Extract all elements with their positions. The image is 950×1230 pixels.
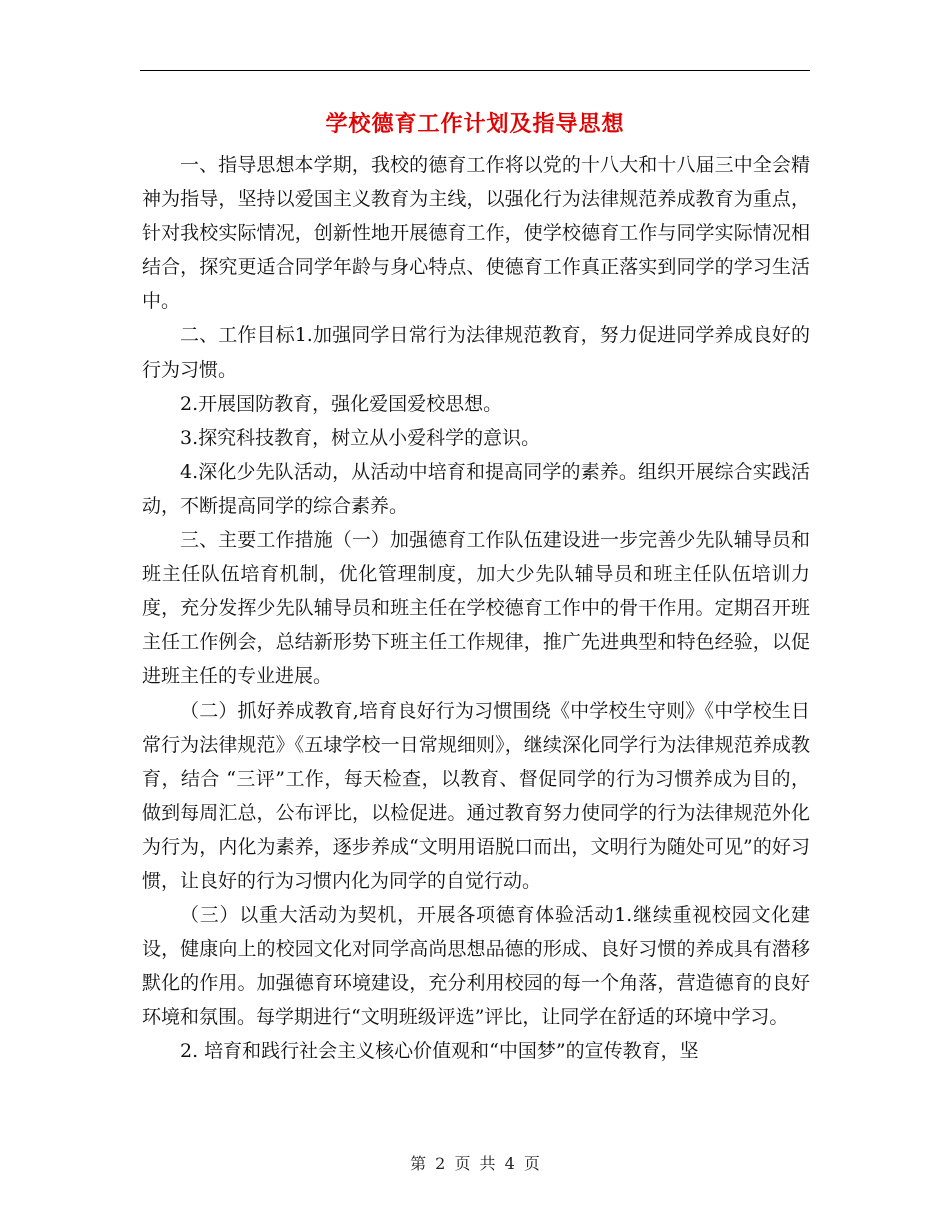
paragraph-guiding-thought: 一、指导思想本学期，我校的德育工作将以党的十八大和十八届三中全会精神为指导，坚持以爱国主义教育为主线，以强化行为法律规范养成教育为重点，针对我校实际情况，创新性地开展德育工作，使学校德育工作与同学实际情况相结合，探究更适合同学年龄与身心特点、使德育工作真正落实到同学的学习生活中。 [142, 154, 810, 313]
header-rule [140, 70, 810, 71]
paragraph-measures-3: （三）以重大活动为契机，开展各项德育体验活动1.继续重视校园文化建设，健康向上的校园文化对同学高尚思想品德的形成、良好习惯的养成具有潜移默化的作用。加强德育环境建设，充分利用校园的每一个角落，营造德育的良好环境和氛围。每学期进行“文明班级评选”评比，让同学在舒适的环境中学习。 [142, 904, 810, 1029]
page-number-footer: 第 2 页 共 4 页 [410, 1154, 540, 1173]
paragraph-measures-2: （二）抓好养成教育,培育良好行为习惯围绕《中学校生守则》《中学校生日常行为法律规范》《五埭学校一日常规细则》，继续深化同学行为法律规范养成教育，结合 “三评”工作，每天检查，以教育、督促同学的行为习惯养成为目的，做到每周汇总，公布评比，以检促进。通过教育努力使同学的行为法律规范外化为行为，内化为素养，逐步养成“文明用语脱口而出，文明行为随处可见”的好习惯，让良好的行为习惯内化为同学的自觉行动。 [142, 699, 810, 892]
paragraph-goal-3: 3.探究科技教育，树立从小爱科学的意识。 [180, 426, 541, 449]
document-body [142, 148, 810, 1069]
paragraph-measures-1: 三、主要工作措施（一）加强德育工作队伍建设进一步完善少先队辅导员和班主任队伍培育机制，优化管理制度，加大少先队辅导员和班主任队伍培训力度，充分发挥少先队辅导员和班主任在学校德育工作中的骨干作用。定期召开班主任工作例会，总结新形势下班主任工作规律，推广先进典型和特色经验，以促进班主任的专业进展。 [142, 529, 810, 688]
paragraph-measures-3-item-2: 2. 培育和践行社会主义核心价值观和“中国梦”的宣传教育，坚 [180, 1040, 699, 1063]
paragraph-goal-4: 4.深化少先队活动，从活动中培育和提高同学的素养。组织开展综合实践活动，不断提高同学的综合素养。 [142, 460, 810, 517]
paragraph-goal-2: 2.开展国防教育，强化爱国爱校思想。 [180, 392, 503, 415]
document-title: 学校德育工作计划及指导思想 [325, 111, 625, 137]
paragraph-work-goals: 二、工作目标1.加强同学日常行为法律规范教育，努力促进同学养成良好的行为习惯。 [142, 324, 810, 381]
